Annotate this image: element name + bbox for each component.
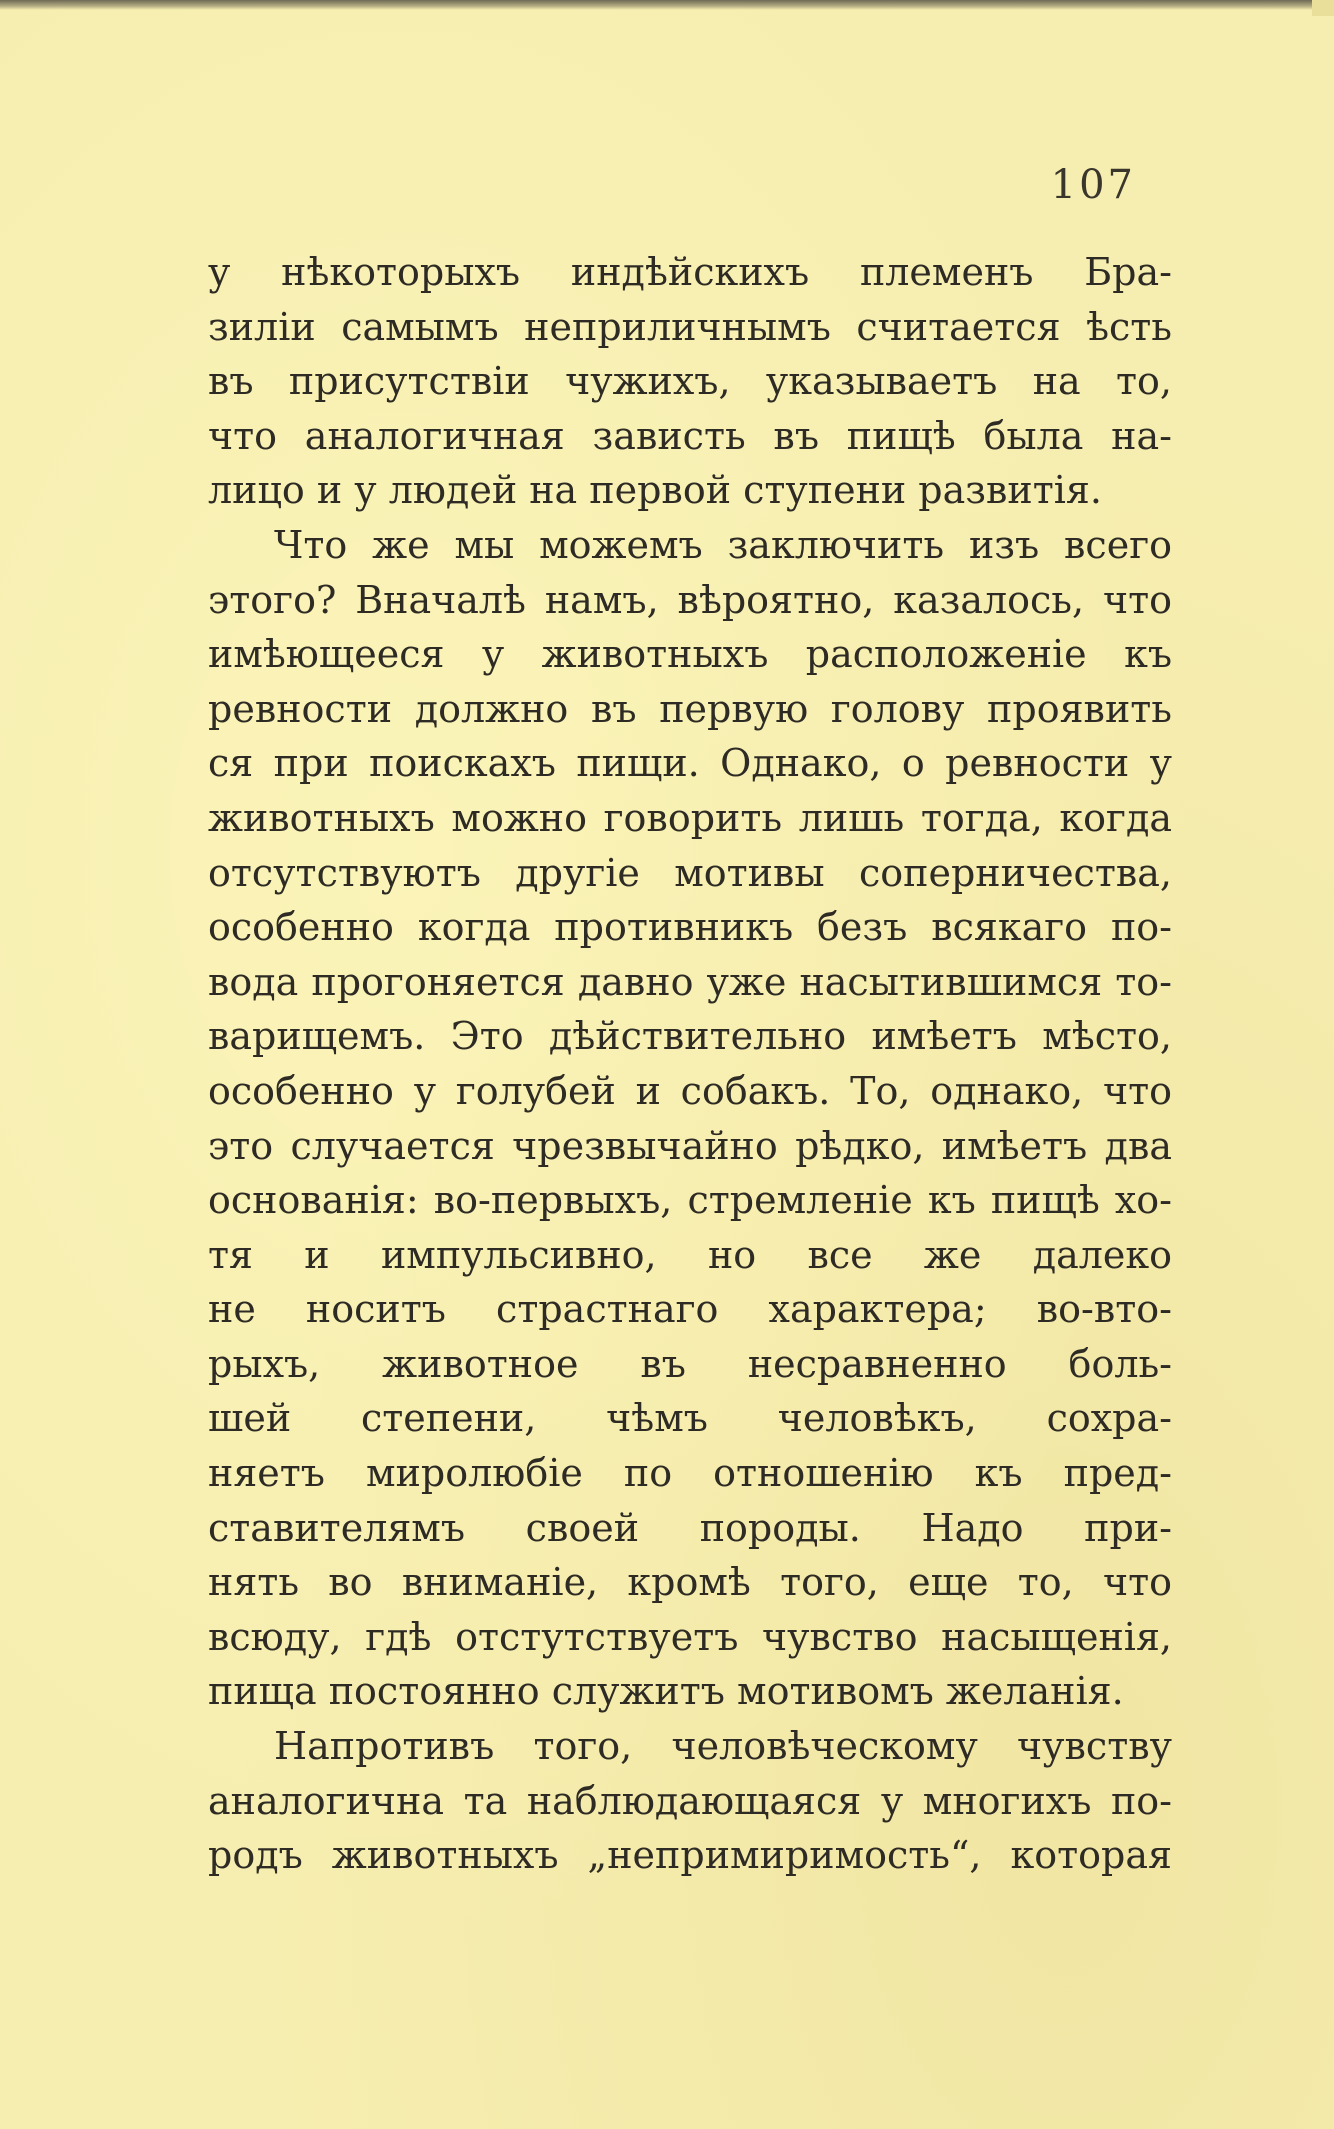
text-line: Напротивъ того, человѣческому чувству <box>274 1724 1172 1769</box>
text-line: особенно когда противникъ безъ всякаго по- <box>208 905 1172 950</box>
page-number: 107 <box>1050 162 1136 208</box>
text-line: основанія: во-первыхъ, стремленіе къ пищѣ хо- <box>208 1178 1172 1223</box>
text-line: вода прогоняется давно уже насытившимся то- <box>208 959 1172 1004</box>
text-line: особенно у голубей и собакъ. То, однако, что <box>208 1068 1172 1113</box>
text-line: родъ животныхъ „непримиримость“, которая <box>208 1833 1172 1878</box>
page-corner <box>1312 0 1334 16</box>
text-line: пища постоянно служитъ мотивомъ желанія. <box>208 1669 1124 1714</box>
text-line: аналогична та наблюдающаяся у многихъ по- <box>208 1778 1172 1823</box>
text-line: въ присутствіи чужихъ, указываетъ на то, <box>208 359 1172 404</box>
text-line: не носитъ страстнаго характера; во-вто- <box>208 1287 1172 1332</box>
text-line: варищемъ. Это дѣйствительно имѣетъ мѣсто, <box>208 1014 1172 1059</box>
text-line: ся при поискахъ пищи. Однако, о ревности у <box>208 741 1172 786</box>
text-line: лицо и у людей на первой ступени развитія. <box>208 468 1102 513</box>
text-line: тя и импульсивно, но все же далеко <box>208 1232 1172 1277</box>
text-line: ставителямъ своей породы. Надо при- <box>208 1505 1172 1550</box>
text-line: рыхъ, животное въ несравненно боль- <box>208 1341 1172 1386</box>
text-line: это случается чрезвычайно рѣдко, имѣетъ два <box>208 1123 1172 1168</box>
text-line: няетъ миролюбіе по отношенію къ пред- <box>208 1451 1172 1496</box>
text-line: Что же мы можемъ заключить изъ всего <box>274 522 1172 567</box>
text-line: этого? Вначалѣ намъ, вѣроятно, казалось, что <box>208 577 1172 622</box>
text-line: зиліи самымъ неприличнымъ считается ѣсть <box>208 304 1172 349</box>
page-top-edge <box>0 0 1334 10</box>
text-line: ревности должно въ первую голову проявить <box>208 686 1172 731</box>
text-line: что аналогичная зависть въ пищѣ была на- <box>208 413 1172 458</box>
text-line: отсутствуютъ другіе мотивы соперничества, <box>208 850 1172 895</box>
text-line: нять во вниманіе, кромѣ того, еще то, что <box>208 1560 1172 1605</box>
text-line: всюду, гдѣ отстутствуетъ чувство насыщенія, <box>208 1614 1172 1659</box>
text-line: шей степени, чѣмъ человѣкъ, сохра- <box>208 1396 1172 1441</box>
text-line: у нѣкоторыхъ индѣйскихъ племенъ Бра- <box>208 250 1172 294</box>
text-line: животныхъ можно говорить лишь тогда, когда <box>208 795 1172 840</box>
text-line: имѣющееся у животныхъ расположеніе къ <box>208 632 1172 677</box>
body-text <box>208 245 1172 1883</box>
